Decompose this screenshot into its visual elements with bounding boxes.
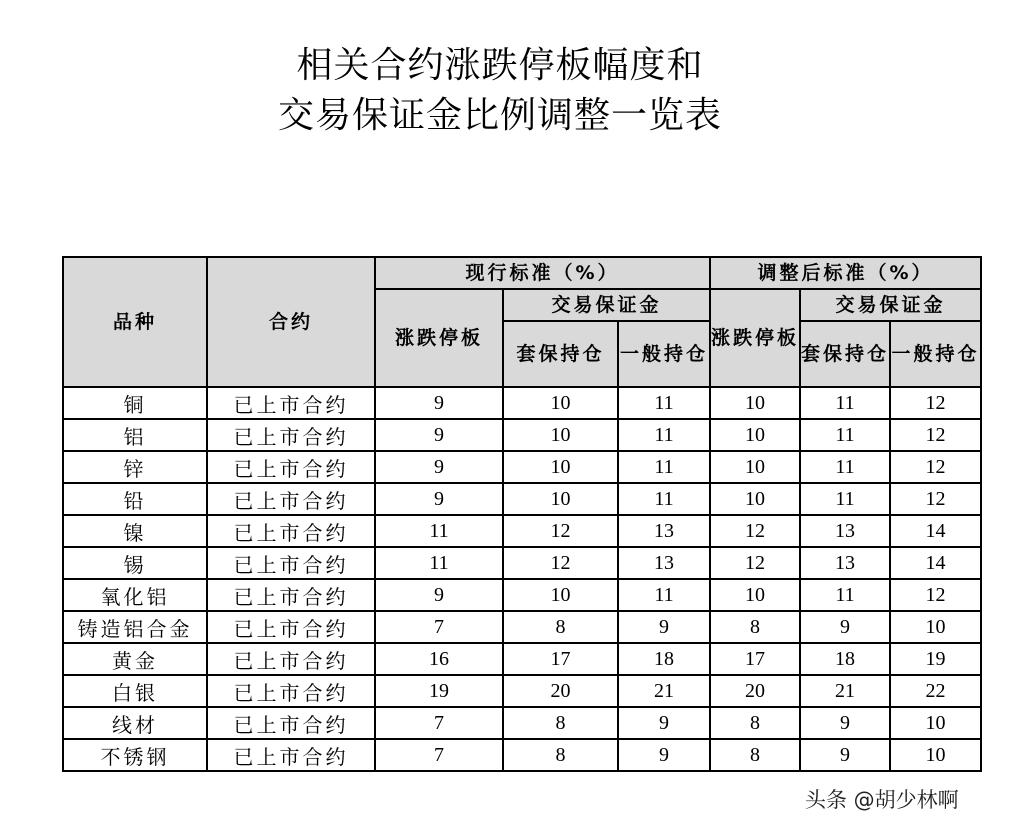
adjusted-limit-cell: 8 [710, 739, 800, 771]
current-hedge-cell: 17 [503, 643, 618, 675]
adjusted-general-cell: 10 [890, 739, 981, 771]
current-general-cell: 9 [618, 707, 710, 739]
current-hedge-cell: 8 [503, 707, 618, 739]
adjusted-limit-cell: 12 [710, 515, 800, 547]
current-general-cell: 18 [618, 643, 710, 675]
current-general-cell: 13 [618, 515, 710, 547]
table-row [63, 643, 981, 675]
current-hedge-cell: 10 [503, 483, 618, 515]
contract-cell: 已上市合约 [207, 739, 375, 771]
table-row [63, 739, 981, 771]
current-hedge-cell: 8 [503, 611, 618, 643]
table-row [63, 387, 981, 419]
variety-cell: 锌 [63, 451, 207, 483]
variety-cell: 不锈钢 [63, 739, 207, 771]
variety-cell: 黄金 [63, 643, 207, 675]
header-current-hedge: 套保持仓 [503, 321, 618, 387]
adjusted-limit-cell: 17 [710, 643, 800, 675]
current-general-cell: 21 [618, 675, 710, 707]
adjusted-hedge-cell: 11 [800, 419, 890, 451]
contract-cell: 已上市合约 [207, 547, 375, 579]
adjusted-limit-cell: 8 [710, 611, 800, 643]
adjusted-general-cell: 12 [890, 483, 981, 515]
adjusted-limit-cell: 12 [710, 547, 800, 579]
current-limit-cell: 11 [375, 547, 503, 579]
current-hedge-cell: 12 [503, 515, 618, 547]
table-row [63, 483, 981, 515]
adjusted-general-cell: 12 [890, 451, 981, 483]
header-adjusted-hedge: 套保持仓 [800, 321, 890, 387]
table-row [63, 611, 981, 643]
contract-cell: 已上市合约 [207, 387, 375, 419]
header-current-standard: 现行标准（%） [375, 257, 710, 289]
current-general-cell: 11 [618, 483, 710, 515]
table-row [63, 547, 981, 579]
header-current-general: 一般持仓 [618, 321, 710, 387]
current-limit-cell: 7 [375, 611, 503, 643]
adjusted-limit-cell: 10 [710, 419, 800, 451]
adjusted-hedge-cell: 21 [800, 675, 890, 707]
current-general-cell: 11 [618, 387, 710, 419]
table-row [63, 419, 981, 451]
current-general-cell: 11 [618, 419, 710, 451]
adjusted-limit-cell: 10 [710, 579, 800, 611]
adjusted-limit-cell: 10 [710, 451, 800, 483]
current-limit-cell: 16 [375, 643, 503, 675]
adjusted-hedge-cell: 13 [800, 515, 890, 547]
adjusted-general-cell: 22 [890, 675, 981, 707]
current-limit-cell: 9 [375, 579, 503, 611]
contract-cell: 已上市合约 [207, 515, 375, 547]
variety-cell: 线材 [63, 707, 207, 739]
contract-cell: 已上市合约 [207, 611, 375, 643]
current-general-cell: 11 [618, 579, 710, 611]
current-hedge-cell: 12 [503, 547, 618, 579]
adjusted-general-cell: 19 [890, 643, 981, 675]
contract-cell: 已上市合约 [207, 451, 375, 483]
adjusted-general-cell: 12 [890, 387, 981, 419]
document-title-line-1: 相关合约涨跌停板幅度和 [296, 45, 704, 86]
adjusted-limit-cell: 10 [710, 387, 800, 419]
current-limit-cell: 7 [375, 707, 503, 739]
current-general-cell: 11 [618, 451, 710, 483]
current-limit-cell: 7 [375, 739, 503, 771]
variety-cell: 镍 [63, 515, 207, 547]
document-title-line-2: 交易保证金比例调整一览表 [277, 95, 722, 136]
adjusted-hedge-cell: 11 [800, 451, 890, 483]
adjusted-hedge-cell: 9 [800, 739, 890, 771]
adjusted-limit-cell: 10 [710, 483, 800, 515]
variety-cell: 锡 [63, 547, 207, 579]
table-row [63, 707, 981, 739]
adjusted-general-cell: 12 [890, 579, 981, 611]
current-hedge-cell: 20 [503, 675, 618, 707]
adjusted-general-cell: 10 [890, 611, 981, 643]
header-current-margin: 交易保证金 [503, 289, 710, 321]
current-limit-cell: 9 [375, 451, 503, 483]
current-limit-cell: 19 [375, 675, 503, 707]
current-hedge-cell: 10 [503, 451, 618, 483]
current-general-cell: 13 [618, 547, 710, 579]
contract-cell: 已上市合约 [207, 643, 375, 675]
adjusted-general-cell: 14 [890, 515, 981, 547]
current-limit-cell: 9 [375, 483, 503, 515]
watermark: 头条 @胡少林啊 [805, 788, 959, 812]
header-adjusted-standard: 调整后标准（%） [710, 257, 981, 289]
adjusted-hedge-cell: 11 [800, 579, 890, 611]
current-hedge-cell: 10 [503, 387, 618, 419]
current-general-cell: 9 [618, 739, 710, 771]
contract-cell: 已上市合约 [207, 579, 375, 611]
current-general-cell: 9 [618, 611, 710, 643]
header-adjusted-limit: 涨跌停板 [710, 289, 800, 387]
adjustment-table [62, 256, 982, 772]
variety-cell: 铅 [63, 483, 207, 515]
adjusted-hedge-cell: 9 [800, 707, 890, 739]
adjusted-hedge-cell: 13 [800, 547, 890, 579]
current-hedge-cell: 10 [503, 419, 618, 451]
variety-cell: 铝 [63, 419, 207, 451]
current-limit-cell: 9 [375, 419, 503, 451]
adjusted-general-cell: 12 [890, 419, 981, 451]
current-limit-cell: 9 [375, 387, 503, 419]
header-adjusted-general: 一般持仓 [890, 321, 981, 387]
table-row [63, 515, 981, 547]
adjusted-hedge-cell: 11 [800, 387, 890, 419]
header-current-limit: 涨跌停板 [375, 289, 503, 387]
contract-cell: 已上市合约 [207, 483, 375, 515]
adjusted-hedge-cell: 11 [800, 483, 890, 515]
contract-cell: 已上市合约 [207, 419, 375, 451]
adjusted-general-cell: 14 [890, 547, 981, 579]
current-limit-cell: 11 [375, 515, 503, 547]
adjusted-general-cell: 10 [890, 707, 981, 739]
variety-cell: 铜 [63, 387, 207, 419]
adjusted-hedge-cell: 18 [800, 643, 890, 675]
adjusted-limit-cell: 20 [710, 675, 800, 707]
header-adjusted-margin: 交易保证金 [800, 289, 981, 321]
header-variety: 品种 [63, 257, 207, 387]
current-hedge-cell: 8 [503, 739, 618, 771]
adjusted-limit-cell: 8 [710, 707, 800, 739]
table-row [63, 579, 981, 611]
table-row [63, 451, 981, 483]
variety-cell: 铸造铝合金 [63, 611, 207, 643]
variety-cell: 白银 [63, 675, 207, 707]
adjusted-hedge-cell: 9 [800, 611, 890, 643]
table-row [63, 675, 981, 707]
contract-cell: 已上市合约 [207, 707, 375, 739]
current-hedge-cell: 10 [503, 579, 618, 611]
contract-cell: 已上市合约 [207, 675, 375, 707]
variety-cell: 氧化铝 [63, 579, 207, 611]
header-contract: 合约 [207, 257, 375, 387]
